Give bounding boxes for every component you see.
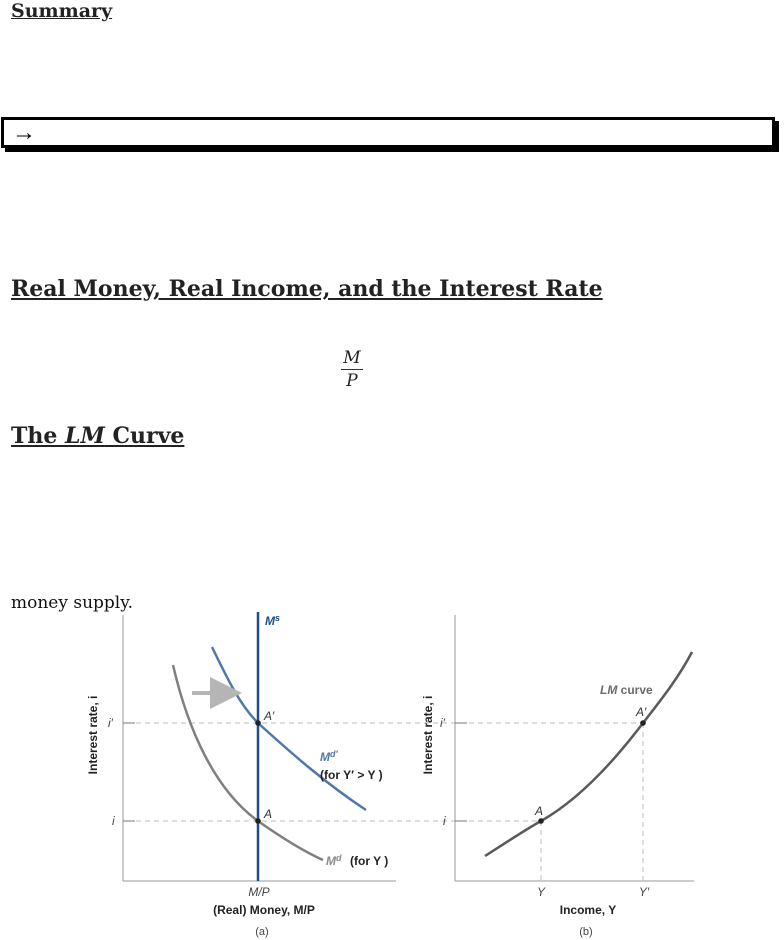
right-arrow-icon: →: [12, 119, 36, 146]
md-old-label: $M^d$: [326, 853, 342, 868]
panel-a-xlabel: (Real) Money, M/P: [213, 903, 315, 917]
lm-curve-label: LM curve: [600, 683, 653, 697]
point-a-dot: [255, 818, 261, 824]
panel-b-xtick-y-prime: Y′: [638, 885, 650, 899]
panel-a-ylabel: Interest rate, i: [86, 695, 100, 775]
panel-a-ytick-i-prime: i′: [108, 716, 113, 730]
point-a-prime-label: A′: [264, 709, 275, 723]
panel-b-xtick-y: Y: [536, 885, 546, 899]
panel-a: [86, 612, 643, 938]
fraction-denominator: P: [346, 371, 358, 391]
panel-b-ytick-i-prime: i′: [440, 716, 445, 730]
panel-b-xlabel: Income, Y: [559, 903, 617, 917]
heading-lm-italic: LM: [65, 423, 105, 449]
point-b-a-label: A: [535, 804, 544, 818]
point-a-prime-dot: [255, 720, 261, 726]
panel-a-ytick-i: i: [112, 814, 115, 828]
heading-suffix: Curve: [104, 423, 185, 449]
heading-prefix: The: [11, 423, 66, 449]
summary-heading: Summary: [11, 0, 113, 22]
panel-b-caption: (b): [579, 926, 593, 938]
fraction-numerator: M: [343, 348, 361, 368]
body-text-money-supply: money supply.: [11, 593, 133, 613]
section-heading-real-money: Real Money, Real Income, and the Interest Rate: [11, 276, 603, 302]
panel-a-xtick-mp: M/P: [248, 885, 270, 899]
panel-b-ytick-i: i: [443, 814, 446, 828]
md-new-condition: (for Y′ > Y ): [320, 768, 383, 782]
md-new-label: $M^{d'}$: [320, 749, 338, 764]
point-a-label: A: [264, 807, 273, 821]
panel-b-ylabel: Interest rate, i: [421, 695, 435, 775]
money-demand-curve-new: [212, 647, 366, 810]
point-b-a-prime-dot: [640, 720, 646, 726]
panel-b: [421, 615, 694, 938]
panel-a-caption: (a): [255, 926, 269, 938]
point-b-a-dot: [538, 818, 544, 824]
md-old-condition: (for Y ): [350, 854, 389, 868]
point-b-a-prime-label: A′: [636, 705, 647, 719]
lm-curve: [485, 652, 692, 856]
ms-label: $M^s$: [265, 613, 281, 628]
